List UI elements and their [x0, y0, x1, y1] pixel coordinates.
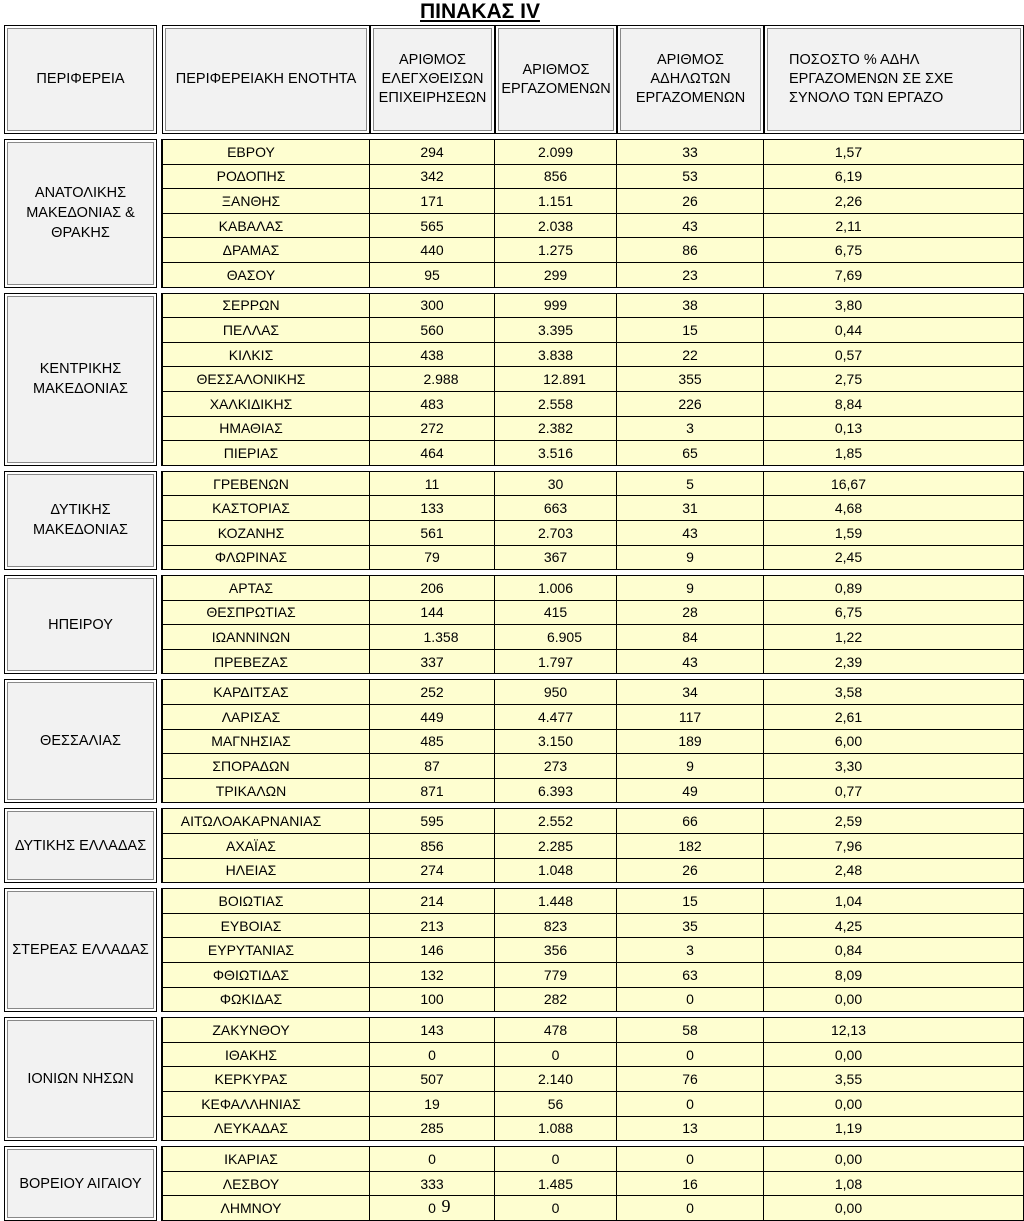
table-body — [4, 134, 1024, 1221]
undeclared-cell: 9 — [617, 754, 764, 779]
table-header — [4, 25, 1024, 134]
employees-cell: 779 — [495, 963, 617, 988]
unit-name: ΞΑΝΘΗΣ — [221, 192, 281, 209]
undeclared-cell: 49 — [617, 779, 764, 804]
employees-cell: 1.485 — [495, 1172, 617, 1197]
firms-cell: 464 — [370, 441, 495, 466]
unit-cell — [162, 988, 370, 1013]
firms-cell: 483 — [370, 392, 495, 417]
table-title-text: ΠΙΝΑΚΑΣ IV — [420, 0, 540, 23]
employees-cell: 30 — [495, 471, 617, 497]
employees-cell: 282 — [495, 988, 617, 1013]
firms-cell: 143 — [370, 1017, 495, 1043]
unit-cell — [162, 417, 370, 442]
unit-name: ΦΛΩΡΙΝΑΣ — [214, 549, 288, 566]
percentage-cell: 2,61 — [764, 705, 1024, 730]
employees-cell: 6.905 — [495, 625, 617, 650]
undeclared-cell: 23 — [617, 263, 764, 288]
region-name: ΗΠΕΙΡΟΥ — [4, 575, 157, 674]
undeclared-cell: 26 — [617, 859, 764, 884]
percentage-cell: 0,77 — [764, 779, 1024, 804]
unit-cell — [162, 293, 370, 319]
page-number: 9 — [441, 1196, 451, 1216]
unit-name: ΦΘΙΩΤΙΔΑΣ — [212, 966, 290, 983]
undeclared-cell: 86 — [617, 238, 764, 263]
table-row — [4, 575, 1024, 601]
employees-cell: 2.140 — [495, 1067, 617, 1092]
firms-cell: 132 — [370, 963, 495, 988]
firms-cell: 213 — [370, 914, 495, 939]
employees-cell: 823 — [495, 914, 617, 939]
percentage-cell: 2,26 — [764, 189, 1024, 214]
unit-cell — [162, 625, 370, 650]
percentage-cell: 3,55 — [764, 1067, 1024, 1092]
table-row — [4, 139, 1024, 165]
unit-cell — [162, 343, 370, 368]
firms-cell: 0 — [370, 1146, 495, 1172]
employees-cell: 1.151 — [495, 189, 617, 214]
percentage-cell: 8,84 — [764, 392, 1024, 417]
percentage-cell: 0,44 — [764, 318, 1024, 343]
employees-cell: 367 — [495, 546, 617, 571]
unit-name: ΘΕΣΠΡΩΤΙΑΣ — [206, 604, 296, 621]
table-row — [4, 1017, 1024, 1043]
undeclared-cell: 43 — [617, 521, 764, 546]
undeclared-cell: 84 — [617, 625, 764, 650]
firms-cell: 449 — [370, 705, 495, 730]
percentage-cell: 2,59 — [764, 808, 1024, 834]
percentage-cell: 2,11 — [764, 214, 1024, 239]
undeclared-cell: 76 — [617, 1067, 764, 1092]
employees-cell: 299 — [495, 263, 617, 288]
undeclared-cell: 226 — [617, 392, 764, 417]
unit-cell — [162, 1146, 370, 1172]
employees-cell: 478 — [495, 1017, 617, 1043]
header-percentage-line3: ΣΥΝΟΛΟ ΤΩΝ ΕΡΓΑΖΟ — [789, 90, 944, 106]
table-row — [4, 679, 1024, 705]
undeclared-cell: 15 — [617, 888, 764, 914]
unit-name: ΠΕΛΛΑΣ — [222, 321, 280, 338]
percentage-cell: 0,00 — [764, 1092, 1024, 1117]
undeclared-cell: 38 — [617, 293, 764, 319]
unit-name: ΓΡΕΒΕΝΩΝ — [213, 475, 289, 492]
employees-cell: 0 — [495, 1043, 617, 1068]
firms-cell: 252 — [370, 679, 495, 705]
unit-cell — [162, 730, 370, 755]
percentage-cell: 2,45 — [764, 546, 1024, 571]
unit-name: ΑΧΑΪΑΣ — [226, 837, 276, 854]
employees-cell: 1.088 — [495, 1117, 617, 1142]
data-table — [4, 25, 1024, 1221]
unit-name: ΗΛΕΙΑΣ — [225, 862, 277, 879]
firms-cell: 871 — [370, 779, 495, 804]
employees-cell: 1.797 — [495, 650, 617, 675]
unit-cell — [162, 214, 370, 239]
unit-cell — [162, 1117, 370, 1142]
unit-cell — [162, 139, 370, 165]
employees-cell: 999 — [495, 293, 617, 319]
firms-cell: 0 — [370, 1043, 495, 1068]
unit-cell — [162, 471, 370, 497]
table-title — [0, 0, 960, 26]
employees-cell: 950 — [495, 679, 617, 705]
employees-cell: 2.038 — [495, 214, 617, 239]
undeclared-cell: 0 — [617, 1196, 764, 1221]
unit-cell — [162, 679, 370, 705]
unit-cell — [162, 441, 370, 466]
percentage-cell: 1,22 — [764, 625, 1024, 650]
firms-cell: 133 — [370, 496, 495, 521]
percentage-cell: 4,25 — [764, 914, 1024, 939]
percentage-cell: 16,67 — [764, 471, 1024, 497]
firms-cell: 19 — [370, 1092, 495, 1117]
region-name: ΘΕΣΣΑΛΙΑΣ — [4, 679, 157, 803]
firms-cell: 274 — [370, 859, 495, 884]
unit-name: ΣΠΟΡΑΔΩΝ — [212, 758, 290, 775]
firms-cell: 485 — [370, 730, 495, 755]
unit-name: ΑΡΤΑΣ — [228, 579, 274, 596]
unit-name: ΛΑΡΙΣΑΣ — [221, 708, 281, 725]
firms-cell: 214 — [370, 888, 495, 914]
undeclared-cell: 189 — [617, 730, 764, 755]
unit-cell — [162, 546, 370, 571]
unit-name: ΜΑΓΝΗΣΙΑΣ — [211, 733, 291, 750]
employees-cell: 0 — [495, 1196, 617, 1221]
undeclared-cell: 0 — [617, 1043, 764, 1068]
unit-cell — [162, 1043, 370, 1068]
employees-cell: 2.382 — [495, 417, 617, 442]
undeclared-cell: 0 — [617, 988, 764, 1013]
unit-cell — [162, 1172, 370, 1197]
undeclared-cell: 9 — [617, 575, 764, 601]
undeclared-cell: 53 — [617, 165, 764, 190]
unit-cell — [162, 834, 370, 859]
firms-cell: 856 — [370, 834, 495, 859]
unit-name: ΙΩΑΝΝΙΝΩΝ — [211, 629, 291, 646]
undeclared-cell: 63 — [617, 963, 764, 988]
undeclared-cell: 65 — [617, 441, 764, 466]
unit-name: ΕΒΡΟΥ — [227, 143, 275, 160]
employees-cell: 0 — [495, 1146, 617, 1172]
unit-cell — [162, 650, 370, 675]
percentage-cell: 8,09 — [764, 963, 1024, 988]
undeclared-cell: 5 — [617, 471, 764, 497]
employees-cell: 856 — [495, 165, 617, 190]
employees-cell: 2.558 — [495, 392, 617, 417]
header-unit: ΠΕΡΙΦΕΡΕΙΑΚΗ ΕΝΟΤΗΤΑ — [162, 25, 370, 134]
undeclared-cell: 58 — [617, 1017, 764, 1043]
firms-cell: 206 — [370, 575, 495, 601]
percentage-cell: 7,96 — [764, 834, 1024, 859]
firms-cell: 146 — [370, 938, 495, 963]
unit-cell — [162, 601, 370, 626]
undeclared-cell: 31 — [617, 496, 764, 521]
percentage-cell: 3,80 — [764, 293, 1024, 319]
firms-cell: 87 — [370, 754, 495, 779]
undeclared-cell: 9 — [617, 546, 764, 571]
percentage-cell: 0,13 — [764, 417, 1024, 442]
unit-name: ΙΚΑΡΙΑΣ — [224, 1150, 278, 1167]
firms-cell: 507 — [370, 1067, 495, 1092]
undeclared-cell: 16 — [617, 1172, 764, 1197]
percentage-cell: 6,00 — [764, 730, 1024, 755]
employees-cell: 1.048 — [495, 859, 617, 884]
unit-cell — [162, 705, 370, 730]
unit-name: ΠΙΕΡΙΑΣ — [223, 444, 279, 461]
percentage-cell: 0,57 — [764, 343, 1024, 368]
unit-cell — [162, 888, 370, 914]
firms-cell: 95 — [370, 263, 495, 288]
header-percentage — [764, 25, 1024, 134]
employees-cell: 415 — [495, 601, 617, 626]
undeclared-cell: 26 — [617, 189, 764, 214]
table-row — [4, 1146, 1024, 1172]
employees-cell: 1.275 — [495, 238, 617, 263]
unit-name: ΡΟΔΟΠΗΣ — [216, 168, 286, 185]
unit-cell — [162, 808, 370, 834]
unit-cell — [162, 263, 370, 288]
employees-cell: 3.150 — [495, 730, 617, 755]
employees-cell: 1.448 — [495, 888, 617, 914]
unit-name: ΚΑΣΤΟΡΙΑΣ — [212, 500, 290, 517]
employees-cell: 663 — [495, 496, 617, 521]
table-row — [4, 471, 1024, 497]
percentage-cell: 7,69 — [764, 263, 1024, 288]
undeclared-cell: 34 — [617, 679, 764, 705]
undeclared-cell: 0 — [617, 1146, 764, 1172]
percentage-cell: 2,39 — [764, 650, 1024, 675]
percentage-cell: 6,75 — [764, 601, 1024, 626]
employees-cell: 2.552 — [495, 808, 617, 834]
percentage-cell: 12,13 — [764, 1017, 1024, 1043]
firms-cell: 272 — [370, 417, 495, 442]
unit-cell — [162, 496, 370, 521]
unit-cell — [162, 392, 370, 417]
table-viewport — [4, 25, 960, 1217]
percentage-cell: 3,58 — [764, 679, 1024, 705]
region-name: ΒΟΡΕΙΟΥ ΑΙΓΑΙΟΥ — [4, 1146, 157, 1221]
firms-cell: 0 — [370, 1196, 495, 1221]
firms-cell: 144 — [370, 601, 495, 626]
unit-name: ΑΙΤΩΛΟΑΚΑΡΝΑΝΙΑΣ — [180, 813, 322, 830]
unit-cell — [162, 779, 370, 804]
unit-name: ΚΑΡΔΙΤΣΑΣ — [213, 684, 289, 701]
firms-cell: 11 — [370, 471, 495, 497]
unit-cell — [162, 367, 370, 392]
unit-cell — [162, 165, 370, 190]
region-name: ΣΤΕΡΕΑΣ ΕΛΛΑΔΑΣ — [4, 888, 157, 1012]
undeclared-cell: 43 — [617, 214, 764, 239]
unit-name: ΚΙΛΚΙΣ — [228, 346, 274, 363]
region-name: ΙΟΝΙΩΝ ΝΗΣΩΝ — [4, 1017, 157, 1141]
unit-name: ΕΥΡΥΤΑΝΙΑΣ — [207, 942, 295, 959]
employees-cell: 273 — [495, 754, 617, 779]
undeclared-cell: 33 — [617, 139, 764, 165]
unit-cell — [162, 575, 370, 601]
unit-name: ΛΕΣΒΟΥ — [222, 1175, 280, 1192]
unit-cell — [162, 1017, 370, 1043]
employees-cell: 3.516 — [495, 441, 617, 466]
percentage-cell: 2,48 — [764, 859, 1024, 884]
unit-name: ΣΕΡΡΩΝ — [222, 297, 280, 314]
percentage-cell: 2,75 — [764, 367, 1024, 392]
undeclared-cell: 182 — [617, 834, 764, 859]
percentage-cell: 3,30 — [764, 754, 1024, 779]
unit-cell — [162, 914, 370, 939]
percentage-cell: 6,19 — [764, 165, 1024, 190]
firms-cell: 561 — [370, 521, 495, 546]
unit-cell — [162, 963, 370, 988]
employees-cell: 2.703 — [495, 521, 617, 546]
unit-cell — [162, 521, 370, 546]
firms-cell: 285 — [370, 1117, 495, 1142]
percentage-cell: 1,19 — [764, 1117, 1024, 1142]
percentage-cell: 0,84 — [764, 938, 1024, 963]
percentage-cell: 6,75 — [764, 238, 1024, 263]
unit-cell — [162, 1067, 370, 1092]
unit-cell — [162, 318, 370, 343]
employees-cell: 12.891 — [495, 367, 617, 392]
firms-cell: 342 — [370, 165, 495, 190]
undeclared-cell: 3 — [617, 417, 764, 442]
header-firms: ΑΡΙΘΜΟΣ ΕΛΕΓΧΘΕΙΣΩΝ ΕΠΙΧΕΙΡΗΣΕΩΝ — [370, 25, 495, 134]
unit-name: ΚΟΖΑΝΗΣ — [217, 524, 285, 541]
undeclared-cell: 117 — [617, 705, 764, 730]
table-row — [4, 293, 1024, 319]
unit-cell — [162, 1092, 370, 1117]
percentage-cell: 1,57 — [764, 139, 1024, 165]
employees-cell: 3.838 — [495, 343, 617, 368]
unit-name: ΗΜΑΘΙΑΣ — [219, 420, 283, 437]
unit-name: ΚΕΦΑΛΛΗΝΙΑΣ — [201, 1095, 301, 1112]
undeclared-cell: 0 — [617, 1092, 764, 1117]
unit-cell — [162, 238, 370, 263]
percentage-cell: 0,00 — [764, 1043, 1024, 1068]
firms-cell: 2.988 — [370, 367, 495, 392]
unit-name: ΔΡΑΜΑΣ — [222, 242, 280, 259]
undeclared-cell: 35 — [617, 914, 764, 939]
header-region: ΠΕΡΙΦΕΡΕΙΑ — [4, 25, 157, 134]
firms-cell: 595 — [370, 808, 495, 834]
region-name: ΑΝΑΤΟΛΙΚΗΣ ΜΑΚΕΔΟΝΙΑΣ & ΘΡΑΚΗΣ — [4, 139, 157, 288]
header-employees: ΑΡΙΘΜΟΣ ΕΡΓΑΖΟΜΕΝΩΝ — [495, 25, 617, 134]
percentage-cell: 0,00 — [764, 1196, 1024, 1221]
region-name: ΔΥΤΙΚΗΣ ΕΛΛΑΔΑΣ — [4, 808, 157, 883]
employees-cell: 56 — [495, 1092, 617, 1117]
percentage-cell: 0,89 — [764, 575, 1024, 601]
unit-cell — [162, 938, 370, 963]
unit-name: ΘΑΣΟΥ — [226, 266, 276, 283]
unit-name: ΧΑΛΚΙΔΙΚΗΣ — [209, 395, 293, 412]
undeclared-cell: 355 — [617, 367, 764, 392]
header-percentage-line2: ΕΡΓΑΖΟΜΕΝΩΝ ΣΕ ΣΧΕ — [789, 71, 954, 87]
undeclared-cell: 66 — [617, 808, 764, 834]
percentage-cell: 1,08 — [764, 1172, 1024, 1197]
employees-cell: 3.395 — [495, 318, 617, 343]
undeclared-cell: 15 — [617, 318, 764, 343]
undeclared-cell: 13 — [617, 1117, 764, 1142]
unit-name: ΚΑΒΑΛΑΣ — [218, 217, 284, 234]
firms-cell: 438 — [370, 343, 495, 368]
percentage-cell: 0,00 — [764, 988, 1024, 1013]
percentage-cell: 0,00 — [764, 1146, 1024, 1172]
table-row — [4, 888, 1024, 914]
firms-cell: 560 — [370, 318, 495, 343]
region-name: ΚΕΝΤΡΙΚΗΣ ΜΑΚΕΔΟΝΙΑΣ — [4, 293, 157, 466]
unit-cell — [162, 859, 370, 884]
unit-name: ΕΥΒΟΙΑΣ — [220, 917, 282, 934]
undeclared-cell: 3 — [617, 938, 764, 963]
employees-cell: 4.477 — [495, 705, 617, 730]
firms-cell: 79 — [370, 546, 495, 571]
unit-cell — [162, 189, 370, 214]
unit-name: ΛΗΜΝΟΥ — [220, 1200, 282, 1217]
unit-cell — [162, 754, 370, 779]
unit-name: ΖΑΚΥΝΘΟΥ — [212, 1021, 290, 1038]
percentage-cell: 1,59 — [764, 521, 1024, 546]
employees-cell: 2.285 — [495, 834, 617, 859]
undeclared-cell: 28 — [617, 601, 764, 626]
firms-cell: 171 — [370, 189, 495, 214]
unit-name: ΚΕΡΚΥΡΑΣ — [214, 1071, 288, 1088]
employees-cell: 6.393 — [495, 779, 617, 804]
firms-cell: 294 — [370, 139, 495, 165]
firms-cell: 440 — [370, 238, 495, 263]
unit-name: ΠΡΕΒΕΖΑΣ — [213, 653, 288, 670]
region-name: ΔΥΤΙΚΗΣ ΜΑΚΕΔΟΝΙΑΣ — [4, 471, 157, 570]
header-undeclared: ΑΡΙΘΜΟΣ ΑΔΗΛΩΤΩΝ ΕΡΓΑΖΟΜΕΝΩΝ — [617, 25, 764, 134]
employees-cell: 1.006 — [495, 575, 617, 601]
employees-cell: 2.099 — [495, 139, 617, 165]
undeclared-cell: 22 — [617, 343, 764, 368]
unit-name: ΙΘΑΚΗΣ — [225, 1046, 277, 1063]
employees-cell: 356 — [495, 938, 617, 963]
firms-cell: 333 — [370, 1172, 495, 1197]
firms-cell: 565 — [370, 214, 495, 239]
firms-cell: 300 — [370, 293, 495, 319]
header-percentage-line1: ΠΟΣΟΣΤΟ % ΑΔΗΛ — [789, 52, 920, 68]
firms-cell: 1.358 — [370, 625, 495, 650]
unit-name: ΤΡΙΚΑΛΩΝ — [215, 782, 287, 799]
percentage-cell: 4,68 — [764, 496, 1024, 521]
table-row — [4, 808, 1024, 834]
firms-cell: 337 — [370, 650, 495, 675]
unit-name: ΘΕΣΣΑΛΟΝΙΚΗΣ — [196, 371, 306, 388]
undeclared-cell: 43 — [617, 650, 764, 675]
unit-name: ΒΟΙΩΤΙΑΣ — [218, 893, 284, 910]
firms-cell: 100 — [370, 988, 495, 1013]
percentage-cell: 1,85 — [764, 441, 1024, 466]
percentage-cell: 1,04 — [764, 888, 1024, 914]
unit-name: ΛΕΥΚΑΔΑΣ — [213, 1120, 289, 1137]
unit-name: ΦΩΚΙΔΑΣ — [219, 991, 283, 1008]
